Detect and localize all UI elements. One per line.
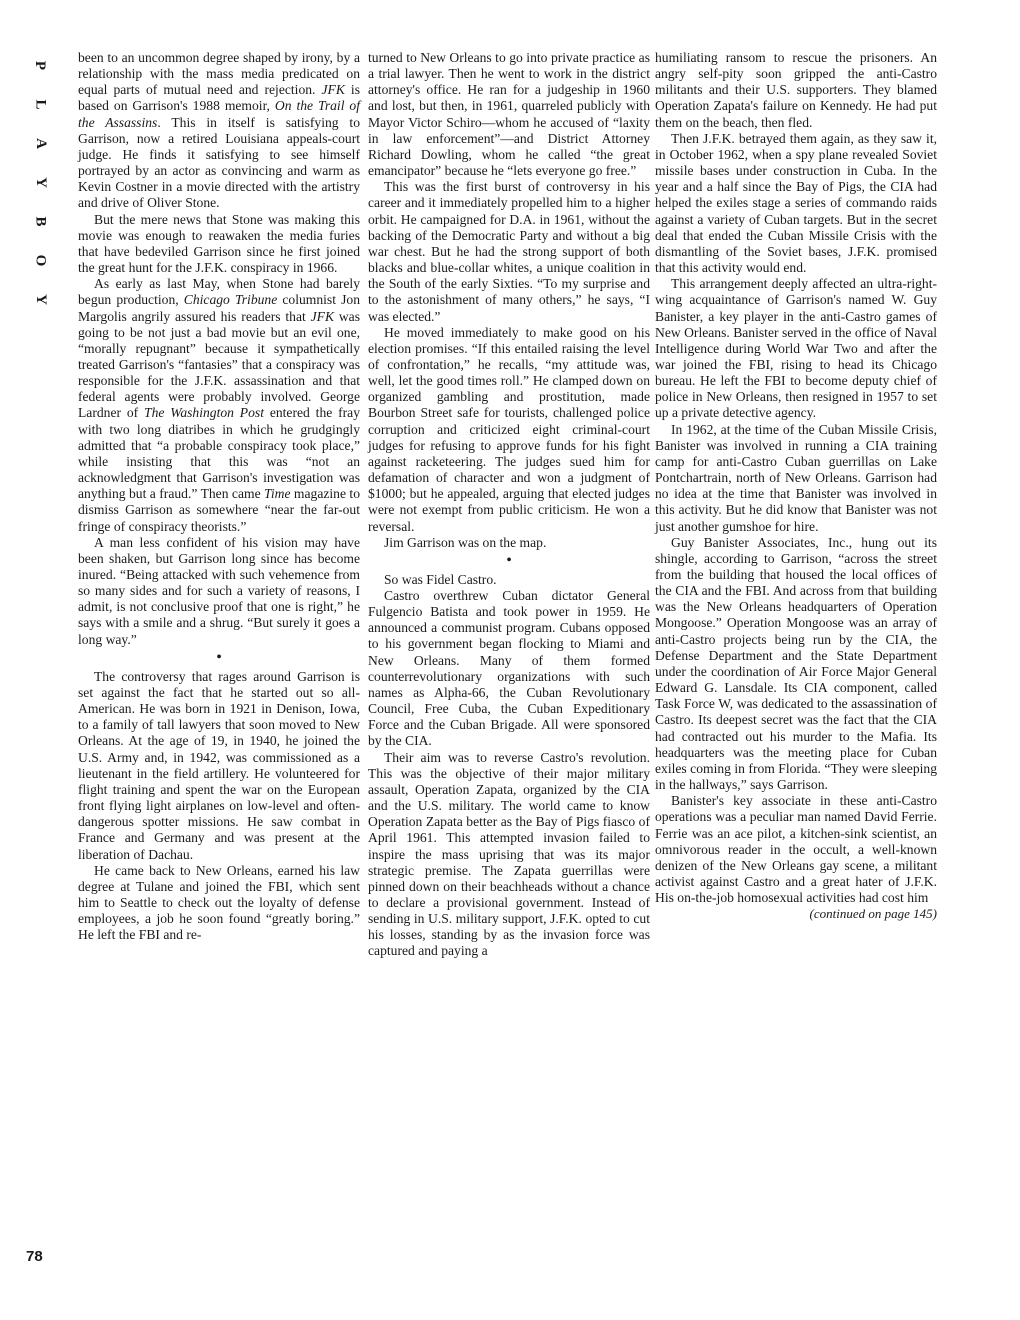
masthead-letter: B (32, 216, 49, 227)
masthead-letter: L (32, 99, 49, 110)
masthead-vertical (20, 46, 60, 326)
text-run: As early as last May, when Stone had barely begun production, (78, 276, 360, 308)
paragraph (78, 50, 360, 212)
paragraph: He came back to New Orleans, earned his law degree at Tulane and joined the FBI, which sent him to Seattle to check out the loyalty of defense employees, a job he soon found “greatly boring.” He left the FBI and re- (78, 862, 360, 943)
paragraph: In 1962, at the time of the Cuban Missile Crisis, Banister was involved in running a CIA training camp for anti-Castro Cuban guerrillas on Lake Pontchartrain, north of New Orleans. Garrison had no idea at the time that Banister was involved in this activity. But he did know that Banister was not just another gumshoe for hire. (655, 421, 937, 534)
paragraph: Jim Garrison was on the map. (384, 534, 547, 550)
masthead-letter: P (32, 60, 49, 71)
paragraph: A man less confident of his vision may have been shaken, but Garrison long since has become inured. “Being attacked with such vehemence from so many sides and for such a variety of reasons, I admit, is not conclusive proof that one is right,” he says with a smile and a shrug. “But surely it goes a long way.” (78, 534, 360, 647)
text-run: columnist Jon Margolis angrily assured his readers that (78, 292, 361, 324)
page-number: 78 (26, 1248, 43, 1265)
text-run: . This in itself is satisfying to Garrison, now a retired Louisiana appeals-court judge. He finds it satisfying to see himself portrayed by an actor as convincing and warm as Kevin Costner in a movie directed with the artistry and drive of Oliver Stone. (78, 114, 361, 211)
paragraph: Their aim was to reverse Castro's revolution. This was the objective of their major military assault, Operation Zapata, organized by the CIA and the U.S. military. The world came to know Operation Zapata better as the Bay of Pigs fiasco of April 1961. This attempted invasion failed to inspire the mass uprising that was its major strategic premise. The Zapata guerrillas were pinned down on their beachheads without a chance to declare a provisional government. Instead of sending in U.S. military support, J.F.K. opted to cut his losses, standing by as the invasion force was captured and paying a (368, 749, 650, 959)
publication-name: Time (264, 486, 291, 502)
paragraph: Then J.F.K. betrayed them again, as they saw it, in October 1962, when a spy plane revealed Soviet missile bases under construction in Cuba. In the year and a half since the Bay of Pigs, the CIA had helped the exiles stage a series of commando raids against a variety of Cuban targets. But in the secret deal that ended the Cuban Missile Crisis with the dismantling of the Soviet bases, J.F.K. promised that this activity would end. (655, 130, 937, 276)
paragraph: Castro overthrew Cuban dictator General Fulgencio Batista and took power in 1959. He announced a communist program. Cubans opposed to his government began flocking to Miami and New Orleans. Many of them formed counterrevolutionary organizations with such names as Alpha-66, the Cuban Revolutionary Council, Free Cuba, the Cuban Expeditionary Force and the Cuban Brigade. All were sponsored by the CIA. (368, 588, 650, 749)
publication-name: The Washington Post (144, 405, 264, 421)
paragraph: humiliating ransom to rescue the prisoners. An angry self-pity soon gripped the anti-Castro militants and their U.S. supporters. They blamed Operation Zapata's failure on Kennedy. He had put them on the beach, then fled. (655, 50, 937, 130)
article-column-3 (655, 50, 937, 922)
text-run: magazine to dismiss Garrison as somewhere “near the far-out fringe of conspiracy theorists.” (78, 486, 360, 534)
publication-name: Chicago Tribune (183, 292, 278, 308)
paragraph: So was Fidel Castro. (384, 571, 497, 587)
masthead-letter: Y (32, 177, 49, 188)
paragraph: He moved immediately to make good on his election promises. “If this entailed raising the level of confrontation,” he recalls, “my attitude was, well, let the good times roll.” He clamped down on organized gambling and prostitution, made Bourbon Street safe for tourists, challenged police corruption and criticized eight criminal-court judges for refusing to approve funds for his fight against racketeering. The judges sued him for defamation of character and won a judgment of $1000; but he appealed, arguing that elected judges were not exempt from public criticism. He won a reversal. (368, 324, 650, 534)
text-run: entered the fray with two long diatribes in which he grudgingly admitted that “a probable conspiracy took place,” while insisting that this was “not an acknowledgment that Garrison's investigation was anything but a fraud.” Then came (78, 405, 361, 502)
section-separator: • (216, 648, 222, 666)
article-column-2 (368, 50, 650, 960)
paragraph: Banister's key associate in these anti-Castro operations was a peculiar man named David Ferrie. Ferrie was an ace pilot, a kitchen-sink scientist, an omnivorous reader in the occult, a well-known denizen of the New Orleans gay scene, a militant activist against Castro and a great hater of J.F.K. His on-the-job homosexual activities had cost him (655, 793, 937, 906)
continued-note: (continued on page 145) (809, 906, 937, 922)
paragraph (78, 276, 360, 535)
masthead-letter: A (32, 138, 49, 149)
book-title: On the Trail of the Assassins (78, 98, 360, 130)
masthead-letter: Y (32, 294, 49, 305)
text-run: is based on Garrison's 1988 memoir, (78, 82, 361, 114)
paragraph: The controversy that rages around Garrison is set against the fact that he started out so all-American. He was born in 1921 in Denison, Iowa, to a family of tall lawyers that soon moved to New Orleans. At the age of 19, in 1940, he joined the U.S. Army and, in 1942, was commissioned as a lieutenant in the field artillery. He volunteered for flight training and spent the war on the European front flying light airplanes on low-level and often-dangerous spotter missions. He saw combat in France and Germany and was present at the liberation of Dachau. (78, 668, 360, 862)
film-title: JFK (321, 82, 345, 98)
paragraph: But the mere news that Stone was making this movie was enough to reawaken the media furies that have bedeviled Garrison since he first joined the great hunt for the J.F.K. conspiracy in 1966. (78, 211, 360, 276)
paragraph: This was the first burst of controversy in his career and it immediately propelled him to a higher orbit. He campaigned for D.A. in 1961, without the backing of the Democratic Party and without a big war chest. But he had the strong support of both blacks and blue-collar whites, a unique coalition in the South of the early Sixties. “To my surprise and to the astonishment of many others,” he says, “I was elected.” (368, 179, 650, 324)
masthead-letter: O (32, 254, 49, 267)
article-column-1 (78, 50, 360, 943)
paragraph: Guy Banister Associates, Inc., hung out its shingle, according to Garrison, “across the street from the building that housed the local offices of the CIA and the FBI. And across from that building was the New Orleans headquarters of Operation Mongoose.” Operation Mongoose was an array of anti-Castro projects being run by the CIA, the Defense Department and the State Department under the coordination of Air Force Major General Edward G. Lansdale. Its CIA component, called Task Force W, was dedicated to the assassination of Castro. Its deepest secret was the fact that the CIA had contracted out his murder to the Mafia. Its headquarters was the meeting place for Cuban exiles coming in from Florida. “They were sleeping in the hallways,” says Garrison. (655, 534, 937, 793)
film-title: JFK (310, 308, 335, 324)
section-separator: • (506, 551, 512, 569)
paragraph: This arrangement deeply affected an ultra-right-wing acquaintance of Garrison's named W. Guy Banister, a key player in the anti-Castro games of New Orleans. Banister served in the office of Naval Intelligence during World War Two and after the war joined the FBI, rising to head its Chicago bureau. He left the FBI to become deputy chief of police in New Orleans, then resigned in 1957 to set up a private detective agency. (655, 276, 937, 421)
text-run: was going to be not just a bad movie but an evil one, “morally repugnant” because it sympathetically treated Garrison's “fantasies” that a conspiracy was responsible for the J.F.K. assassination and that federal agents were probably involved. George Lardner of (78, 308, 360, 421)
paragraph: turned to New Orleans to go into private practice as a trial lawyer. Then he went to work in the district attorney's office. He ran for a judgeship in 1960 and lost, but then, in 1961, quarreled publicly with Mayor Victor Schiro—whom he accused of “laxity in law enforcement”—and District Attorney Richard Dowling, whom he called “the great emancipator” because he “lets everyone go free.” (368, 50, 650, 179)
text-run: been to an uncommon degree shaped by irony, by a relationship with the mass media predicated on equal parts of mutual need and rejection. (78, 50, 360, 98)
